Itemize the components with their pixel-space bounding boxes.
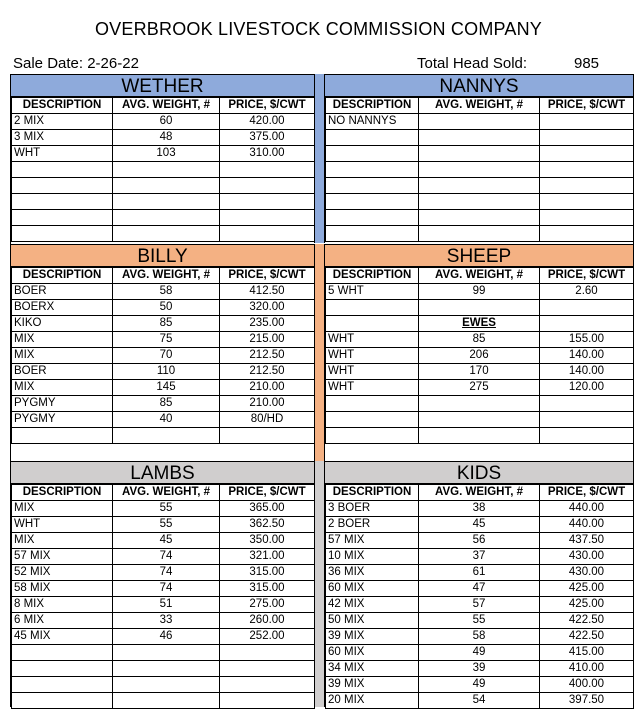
description-cell: 2 BOER: [326, 517, 419, 533]
avg-weight-cell: [113, 428, 220, 444]
description-cell: 6 MIX: [12, 613, 113, 629]
table-row: [326, 645, 634, 661]
table-row: [12, 581, 315, 597]
table-row: [326, 677, 634, 693]
table-row: [12, 629, 315, 645]
price-cell: 425.00: [540, 581, 634, 597]
column-header: DESCRIPTION: [326, 485, 419, 501]
avg-weight-cell: 40: [113, 412, 220, 428]
table-row: [12, 316, 315, 332]
price-cell: 210.00: [220, 380, 315, 396]
table-row: [326, 629, 634, 645]
avg-weight-cell: [113, 226, 220, 242]
table-row: [12, 284, 315, 300]
kids-table: [325, 484, 634, 709]
price-cell: [220, 677, 315, 693]
avg-weight-cell: 49: [419, 645, 540, 661]
description-cell: [326, 226, 419, 242]
sheep-header-row: [326, 268, 634, 284]
price-cell: [220, 194, 315, 210]
avg-weight-cell: [113, 178, 220, 194]
table-row: [326, 565, 634, 581]
avg-weight-cell: [419, 412, 540, 428]
description-cell: [12, 677, 113, 693]
table-row: [12, 380, 315, 396]
avg-weight-cell: 49: [419, 677, 540, 693]
table-row: [326, 364, 634, 380]
avg-weight-cell: 45: [113, 533, 220, 549]
price-cell: 362.50: [220, 517, 315, 533]
description-cell: 50 MIX: [326, 613, 419, 629]
price-cell: 415.00: [540, 645, 634, 661]
description-cell: [12, 210, 113, 226]
description-cell: 58 MIX: [12, 581, 113, 597]
column-header: DESCRIPTION: [12, 268, 113, 284]
avg-weight-cell: 85: [113, 316, 220, 332]
table-row: [12, 645, 315, 661]
avg-weight-cell: 56: [419, 533, 540, 549]
table-row: [12, 565, 315, 581]
price-cell: [220, 226, 315, 242]
avg-weight-cell: [419, 114, 540, 130]
avg-weight-cell: 39: [419, 661, 540, 677]
description-cell: [12, 645, 113, 661]
avg-weight-cell: 55: [419, 613, 540, 629]
price-cell: 315.00: [220, 581, 315, 597]
wether-section-title: WETHER: [11, 74, 314, 97]
avg-weight-cell: 58: [419, 629, 540, 645]
avg-weight-cell: 47: [419, 581, 540, 597]
table-row: [12, 549, 315, 565]
description-cell: BOER: [12, 284, 113, 300]
column-separator: [314, 74, 325, 243]
ewes-subheader-row: [326, 316, 634, 332]
table-row: [12, 396, 315, 412]
table-row: [12, 300, 315, 316]
table-row: [12, 146, 315, 162]
table-row: [12, 162, 315, 178]
avg-weight-cell: 61: [419, 565, 540, 581]
table-row: [326, 284, 634, 300]
description-cell: [326, 316, 419, 332]
description-cell: [12, 428, 113, 444]
price-cell: [540, 300, 634, 316]
price-cell: 430.00: [540, 565, 634, 581]
table-row: [326, 162, 634, 178]
description-cell: 57 MIX: [326, 533, 419, 549]
column-header: PRICE, $/CWT: [540, 98, 634, 114]
description-cell: 10 MIX: [326, 549, 419, 565]
column-header: AVG. WEIGHT, #: [419, 98, 540, 114]
column-header: PRICE, $/CWT: [220, 268, 315, 284]
column-header: PRICE, $/CWT: [540, 268, 634, 284]
price-cell: 212.50: [220, 348, 315, 364]
price-cell: 140.00: [540, 348, 634, 364]
report-sheet: [10, 74, 634, 707]
description-cell: 2 MIX: [12, 114, 113, 130]
column-separator: [314, 461, 325, 707]
description-cell: KIKO: [12, 316, 113, 332]
description-cell: PYGMY: [12, 412, 113, 428]
avg-weight-cell: 50: [113, 300, 220, 316]
description-cell: 52 MIX: [12, 565, 113, 581]
nannys-header-row: [326, 98, 634, 114]
kids-section-title: KIDS: [325, 461, 633, 484]
description-cell: [326, 428, 419, 444]
price-cell: 440.00: [540, 517, 634, 533]
description-cell: 60 MIX: [326, 581, 419, 597]
table-row: [326, 661, 634, 677]
price-cell: 315.00: [220, 565, 315, 581]
description-cell: 36 MIX: [326, 565, 419, 581]
price-cell: [220, 645, 315, 661]
avg-weight-cell: 75: [113, 332, 220, 348]
price-cell: 412.50: [220, 284, 315, 300]
table-row: [12, 210, 315, 226]
table-row: [12, 412, 315, 428]
price-cell: 120.00: [540, 380, 634, 396]
avg-weight-cell: 275: [419, 380, 540, 396]
description-cell: [326, 210, 419, 226]
price-cell: [540, 130, 634, 146]
avg-weight-cell: 51: [113, 597, 220, 613]
column-header: DESCRIPTION: [326, 98, 419, 114]
table-row: [12, 364, 315, 380]
description-cell: MIX: [12, 332, 113, 348]
description-cell: 39 MIX: [326, 677, 419, 693]
description-cell: [326, 130, 419, 146]
description-cell: NO NANNYS: [326, 114, 419, 130]
price-cell: 155.00: [540, 332, 634, 348]
price-cell: 422.50: [540, 629, 634, 645]
table-row: [326, 613, 634, 629]
description-cell: WHT: [326, 332, 419, 348]
table-row: [326, 428, 634, 444]
price-cell: 430.00: [540, 549, 634, 565]
price-cell: 252.00: [220, 629, 315, 645]
avg-weight-cell: 37: [419, 549, 540, 565]
avg-weight-cell: 60: [113, 114, 220, 130]
column-header: AVG. WEIGHT, #: [419, 268, 540, 284]
avg-weight-cell: 85: [113, 396, 220, 412]
description-cell: [12, 162, 113, 178]
description-cell: 39 MIX: [326, 629, 419, 645]
description-cell: WHT: [326, 348, 419, 364]
price-cell: 215.00: [220, 332, 315, 348]
avg-weight-cell: 145: [113, 380, 220, 396]
kids-header-row: [326, 485, 634, 501]
avg-weight-cell: [113, 210, 220, 226]
table-row: [326, 517, 634, 533]
table-row: [12, 661, 315, 677]
column-separator: [314, 244, 325, 462]
table-row: [326, 130, 634, 146]
avg-weight-cell: [113, 661, 220, 677]
price-cell: [540, 210, 634, 226]
table-row: [12, 517, 315, 533]
avg-weight-cell: [419, 162, 540, 178]
column-header: AVG. WEIGHT, #: [113, 485, 220, 501]
price-cell: [540, 316, 634, 332]
description-cell: 3 MIX: [12, 130, 113, 146]
description-cell: WHT: [12, 517, 113, 533]
lambs-section-title: LAMBS: [11, 461, 314, 484]
table-row: [326, 412, 634, 428]
description-cell: [326, 146, 419, 162]
price-cell: 310.00: [220, 146, 315, 162]
sheep-table: [325, 267, 634, 444]
column-header: DESCRIPTION: [326, 268, 419, 284]
price-cell: [220, 178, 315, 194]
price-cell: 80/HD: [220, 412, 315, 428]
description-cell: 42 MIX: [326, 597, 419, 613]
price-cell: [540, 162, 634, 178]
price-cell: [540, 412, 634, 428]
avg-weight-cell: 206: [419, 348, 540, 364]
description-cell: [326, 300, 419, 316]
table-row: [12, 597, 315, 613]
description-cell: 20 MIX: [326, 693, 419, 709]
avg-weight-cell: 54: [419, 693, 540, 709]
price-cell: 2.60: [540, 284, 634, 300]
price-cell: 275.00: [220, 597, 315, 613]
description-cell: 34 MIX: [326, 661, 419, 677]
sale-date: Sale Date: 2-26-22: [13, 55, 139, 72]
table-row: [12, 613, 315, 629]
avg-weight-cell: 58: [113, 284, 220, 300]
avg-weight-cell: 103: [113, 146, 220, 162]
cut-off-footnote: [0, 707, 637, 715]
price-cell: 140.00: [540, 364, 634, 380]
avg-weight-cell: 55: [113, 517, 220, 533]
price-cell: 260.00: [220, 613, 315, 629]
price-cell: [540, 226, 634, 242]
avg-weight-cell: [113, 645, 220, 661]
description-cell: 3 BOER: [326, 501, 419, 517]
avg-weight-cell: [113, 162, 220, 178]
avg-weight-cell: 33: [113, 613, 220, 629]
column-header: DESCRIPTION: [12, 98, 113, 114]
table-row: [326, 300, 634, 316]
lambs-table: [11, 484, 315, 709]
table-row: [326, 549, 634, 565]
description-cell: PYGMY: [12, 396, 113, 412]
table-row: [326, 348, 634, 364]
table-row: [12, 226, 315, 242]
price-cell: 397.50: [540, 693, 634, 709]
price-cell: 212.50: [220, 364, 315, 380]
table-row: [326, 597, 634, 613]
price-cell: [540, 114, 634, 130]
wether-header-row: [12, 98, 315, 114]
avg-weight-cell: 85: [419, 332, 540, 348]
table-row: [326, 533, 634, 549]
price-cell: 422.50: [540, 613, 634, 629]
table-row: [326, 332, 634, 348]
table-row: [12, 348, 315, 364]
avg-weight-cell: [419, 210, 540, 226]
avg-weight-cell: [419, 428, 540, 444]
report-title: OVERBROOK LIVESTOCK COMMISSION COMPANY: [94, 19, 542, 39]
table-row: [12, 194, 315, 210]
column-header: AVG. WEIGHT, #: [113, 268, 220, 284]
price-cell: 235.00: [220, 316, 315, 332]
price-cell: 437.50: [540, 533, 634, 549]
price-cell: [540, 146, 634, 162]
price-cell: 410.00: [540, 661, 634, 677]
table-row: [326, 501, 634, 517]
avg-weight-cell: 74: [113, 565, 220, 581]
table-row: [326, 210, 634, 226]
price-cell: 420.00: [220, 114, 315, 130]
avg-weight-cell: 57: [419, 597, 540, 613]
table-row: [326, 581, 634, 597]
billy-header-row: [12, 268, 315, 284]
description-cell: MIX: [12, 501, 113, 517]
description-cell: 45 MIX: [12, 629, 113, 645]
table-row: [12, 501, 315, 517]
price-cell: 400.00: [540, 677, 634, 693]
avg-weight-cell: [419, 226, 540, 242]
price-cell: 365.00: [220, 501, 315, 517]
table-row: [12, 677, 315, 693]
description-cell: MIX: [12, 533, 113, 549]
table-row: [12, 178, 315, 194]
column-header: DESCRIPTION: [12, 485, 113, 501]
description-cell: [12, 661, 113, 677]
table-row: [326, 146, 634, 162]
avg-weight-cell: 48: [113, 130, 220, 146]
avg-weight-cell: [113, 194, 220, 210]
price-cell: 350.00: [220, 533, 315, 549]
price-cell: [220, 210, 315, 226]
total-head-value: 985: [574, 55, 600, 72]
table-row: [12, 332, 315, 348]
column-header: PRICE, $/CWT: [220, 485, 315, 501]
total-head-label: Total Head Sold:: [417, 55, 528, 72]
description-cell: [12, 226, 113, 242]
ewes-subheader: EWES: [419, 316, 540, 332]
description-cell: 8 MIX: [12, 597, 113, 613]
avg-weight-cell: 74: [113, 581, 220, 597]
wether-table: [11, 97, 315, 242]
table-row: [12, 533, 315, 549]
billy-table: [11, 267, 315, 444]
avg-weight-cell: 45: [419, 517, 540, 533]
nannys-section-title: NANNYS: [325, 74, 633, 97]
price-cell: [540, 178, 634, 194]
column-header: AVG. WEIGHT, #: [113, 98, 220, 114]
price-cell: [220, 661, 315, 677]
description-cell: [326, 396, 419, 412]
price-cell: [540, 428, 634, 444]
lambs-header-row: [12, 485, 315, 501]
description-cell: [326, 178, 419, 194]
description-cell: 57 MIX: [12, 549, 113, 565]
price-cell: 320.00: [220, 300, 315, 316]
price-cell: 375.00: [220, 130, 315, 146]
column-header: PRICE, $/CWT: [540, 485, 634, 501]
avg-weight-cell: [113, 677, 220, 693]
description-cell: BOER: [12, 364, 113, 380]
description-cell: [326, 162, 419, 178]
description-cell: WHT: [12, 146, 113, 162]
price-cell: 210.00: [220, 396, 315, 412]
table-row: [326, 178, 634, 194]
description-cell: WHT: [326, 364, 419, 380]
table-row: [326, 396, 634, 412]
description-cell: [12, 194, 113, 210]
table-row: [326, 226, 634, 242]
description-cell: 60 MIX: [326, 645, 419, 661]
sheep-section-title: SHEEP: [325, 244, 633, 267]
avg-weight-cell: 70: [113, 348, 220, 364]
table-row: [12, 114, 315, 130]
price-cell: 425.00: [540, 597, 634, 613]
avg-weight-cell: 170: [419, 364, 540, 380]
avg-weight-cell: 74: [113, 549, 220, 565]
nannys-table: [325, 97, 634, 242]
table-row: [326, 380, 634, 396]
avg-weight-cell: 99: [419, 284, 540, 300]
description-cell: MIX: [12, 380, 113, 396]
avg-weight-cell: 38: [419, 501, 540, 517]
table-row: [326, 114, 634, 130]
description-cell: 5 WHT: [326, 284, 419, 300]
description-cell: BOERX: [12, 300, 113, 316]
price-cell: [220, 162, 315, 178]
avg-weight-cell: [419, 396, 540, 412]
description-cell: [326, 194, 419, 210]
price-cell: 321.00: [220, 549, 315, 565]
avg-weight-cell: [419, 300, 540, 316]
column-header: PRICE, $/CWT: [220, 98, 315, 114]
table-row: [326, 194, 634, 210]
price-cell: [540, 194, 634, 210]
avg-weight-cell: [419, 146, 540, 162]
description-cell: [326, 412, 419, 428]
avg-weight-cell: [419, 194, 540, 210]
price-cell: 440.00: [540, 501, 634, 517]
billy-section-title: BILLY: [11, 244, 314, 267]
avg-weight-cell: 110: [113, 364, 220, 380]
avg-weight-cell: [419, 130, 540, 146]
avg-weight-cell: 55: [113, 501, 220, 517]
description-cell: [12, 178, 113, 194]
avg-weight-cell: 46: [113, 629, 220, 645]
description-cell: MIX: [12, 348, 113, 364]
table-row: [12, 428, 315, 444]
table-row: [12, 130, 315, 146]
column-header: AVG. WEIGHT, #: [419, 485, 540, 501]
description-cell: WHT: [326, 380, 419, 396]
price-cell: [220, 428, 315, 444]
price-cell: [540, 396, 634, 412]
avg-weight-cell: [419, 178, 540, 194]
